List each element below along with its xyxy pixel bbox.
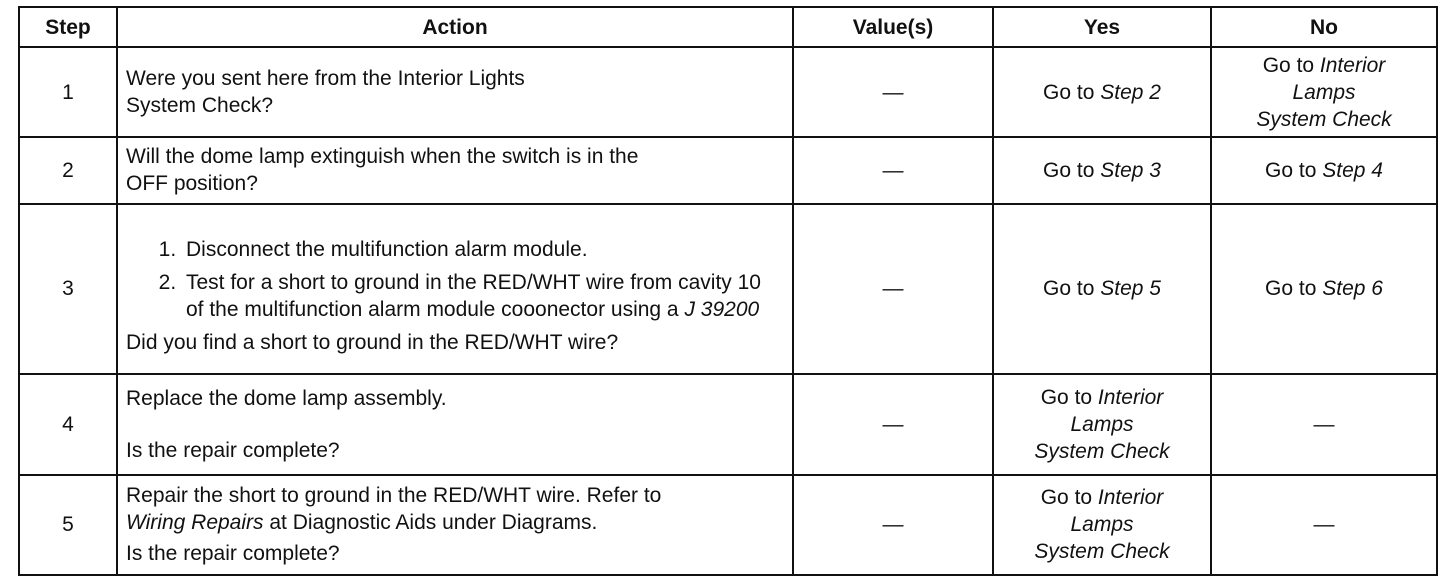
action-line: Will the dome lamp extinguish when the switch is in the xyxy=(126,145,639,169)
table-row-step-3 xyxy=(19,204,1437,375)
step-number: 2 xyxy=(19,137,117,203)
yes-cell xyxy=(993,47,1211,137)
action-question: Is the repair complete? xyxy=(126,438,340,462)
goto-link[interactable]: Step 3 xyxy=(1100,158,1161,182)
goto-link[interactable]: System Check xyxy=(1256,107,1392,131)
header-step: Step xyxy=(19,7,117,47)
action-line: Repair the short to ground in the RED/WHT wire. Refer to xyxy=(126,484,662,508)
goto-link[interactable]: Step 2 xyxy=(1100,80,1161,104)
no-cell xyxy=(1211,47,1437,137)
diagnostic-table xyxy=(18,6,1438,576)
yes-cell xyxy=(993,475,1211,575)
goto-link[interactable]: Step 6 xyxy=(1322,277,1383,301)
goto-prefix: Go to xyxy=(1043,158,1101,182)
header-no: No xyxy=(1211,7,1437,47)
value-cell: — xyxy=(793,204,993,375)
header-value: Value(s) xyxy=(793,7,993,47)
goto-link[interactable]: Interior xyxy=(1097,486,1164,510)
yes-cell xyxy=(993,204,1211,375)
value-cell: — xyxy=(793,47,993,137)
table-row-step-2 xyxy=(19,137,1437,203)
goto-link[interactable]: System Check xyxy=(1034,439,1170,463)
tool-reference: J 39200 xyxy=(684,297,760,321)
action-line: Were you sent here from the Interior Lights xyxy=(126,67,525,91)
goto-link[interactable]: Lamps xyxy=(1070,412,1134,436)
goto-prefix: Go to xyxy=(1265,158,1323,182)
goto-link[interactable]: Lamps xyxy=(1292,80,1356,104)
no-cell xyxy=(1211,137,1437,203)
action-cell xyxy=(117,204,793,375)
list-item: 1. Disconnect the multifunction alarm module. xyxy=(182,236,784,263)
no-cell: — xyxy=(1211,475,1437,575)
action-line: OFF position? xyxy=(126,172,258,196)
action-cell xyxy=(117,47,793,137)
table-row-step-4 xyxy=(19,374,1437,474)
goto-link[interactable]: Interior xyxy=(1319,53,1386,77)
action-question: Is the repair complete? xyxy=(126,542,340,566)
list-item: 2. Test for a short to ground in the RED/WHT wire from cavity 10 of the multifunction alarm module cooonector using a J 39200 xyxy=(182,269,784,323)
action-cell xyxy=(117,374,793,474)
step-number: 3 xyxy=(19,204,117,375)
goto-link[interactable]: Lamps xyxy=(1070,513,1134,537)
yes-cell xyxy=(993,374,1211,474)
goto-prefix: Go to xyxy=(1265,277,1323,301)
action-line: System Check? xyxy=(126,94,274,118)
goto-prefix: Go to xyxy=(1043,80,1101,104)
diagnostic-page xyxy=(18,6,1436,576)
goto-link[interactable]: Interior xyxy=(1097,385,1164,409)
wiring-repairs-reference[interactable]: Wiring Repairs xyxy=(126,511,264,535)
action-cell: Repair the short to ground in the RED/WHT wire. Refer to Wiring Repairs at Diagnostic Aids under Diagrams. Is the repair complete? xyxy=(117,475,793,575)
value-cell: — xyxy=(793,475,993,575)
no-cell xyxy=(1211,204,1437,375)
action-question: Did you find a short to ground in the RED/WHT wire? xyxy=(126,330,619,354)
goto-link[interactable]: Step 4 xyxy=(1322,158,1383,182)
goto-prefix: Go to xyxy=(1262,53,1320,77)
yes-cell xyxy=(993,137,1211,203)
header-yes: Yes xyxy=(993,7,1211,47)
value-cell: — xyxy=(793,374,993,474)
step-number: 5 xyxy=(19,475,117,575)
goto-prefix: Go to xyxy=(1040,486,1098,510)
goto-prefix: Go to xyxy=(1043,277,1101,301)
step-number: 1 xyxy=(19,47,117,137)
goto-prefix: Go to xyxy=(1040,385,1098,409)
action-list xyxy=(126,236,784,323)
header-action: Action xyxy=(117,7,793,47)
action-line: Replace the dome lamp assembly. xyxy=(126,386,447,410)
goto-link[interactable]: System Check xyxy=(1034,540,1170,564)
value-cell: — xyxy=(793,137,993,203)
goto-link[interactable]: Step 5 xyxy=(1100,277,1161,301)
header-row xyxy=(19,7,1437,47)
table-row-step-1 xyxy=(19,47,1437,137)
no-cell: — xyxy=(1211,374,1437,474)
step-number: 4 xyxy=(19,374,117,474)
table-row-step-5 xyxy=(19,475,1437,575)
action-cell xyxy=(117,137,793,203)
